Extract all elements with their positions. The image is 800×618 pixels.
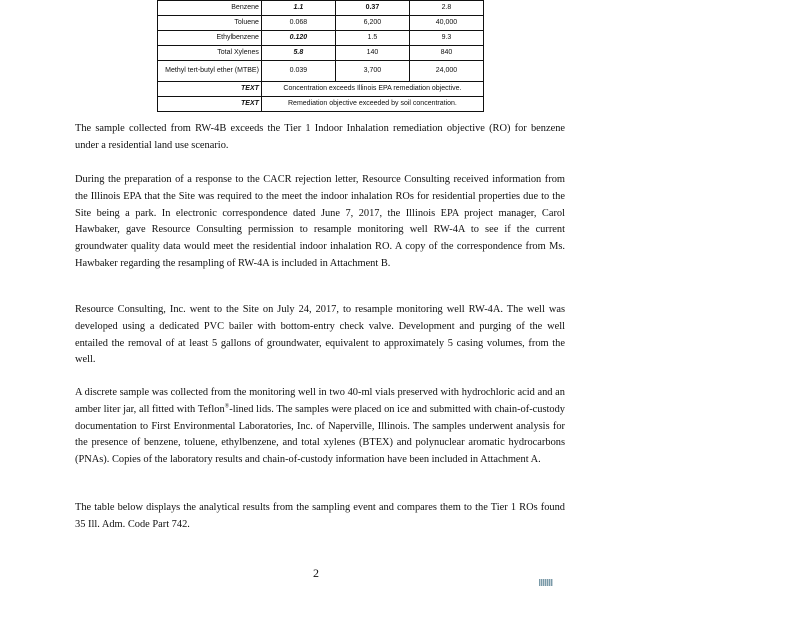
legend-row (158, 97, 484, 112)
paragraph-well-resample: Resource Consulting, Inc. went to the Site on July 24, 2017, to resample monitoring well RW-4A. The well was developed using a dedicated PVC bailer with bottom-entry check valve. Development and purging of the well entailed the removal of at least 5 gallons of groundwater, equivalent to approximately 5 casing volumes, from the well. (75, 304, 565, 366)
analytical-results-table (157, 0, 484, 112)
paragraph-text: A discrete sample was collected from the monitoring well in two 40-ml vials preserved with hydrochloric acid and an amber liter jar, all fitted with Teflon (75, 387, 565, 415)
table-row (158, 46, 484, 61)
ro-value: 9.3 (409, 31, 483, 46)
sample-value: 0.068 (261, 16, 335, 31)
sample-value: 1.1 (261, 1, 335, 16)
ro-value: 840 (409, 46, 483, 61)
legend-key: TEXT (158, 97, 262, 112)
legend-row (158, 82, 484, 97)
table-row (158, 1, 484, 16)
ro-value: 6,200 (335, 16, 409, 31)
legend-description: Remediation objective exceeded by soil concentration. (261, 97, 483, 112)
sample-value: 0.039 (261, 61, 335, 82)
page-number: 2 (313, 566, 319, 580)
ro-value: 24,000 (409, 61, 483, 82)
analyte-label: Total Xylenes (158, 46, 262, 61)
ro-value: 0.37 (335, 1, 409, 16)
paragraph-benzene-exceedance: The sample collected from RW-4B exceeds the Tier 1 Indoor Inhalation remediation objective (RO) for benzene under a residential land use scenario. (75, 123, 565, 151)
paragraph-sample-collection (75, 385, 565, 469)
ro-value: 3,700 (335, 61, 409, 82)
sample-value: 0.120 (261, 31, 335, 46)
registered-mark: ® (224, 403, 230, 410)
analyte-label: Ethylbenzene (158, 31, 262, 46)
analyte-label: Benzene (158, 1, 262, 16)
scan-mark-icon (539, 579, 553, 586)
table-row (158, 16, 484, 31)
table-row (158, 31, 484, 46)
paragraph-cacr-response: During the preparation of a response to the CACR rejection letter, Resource Consulting received information from the Illinois EPA that the Site was required to the meet the indoor inhalation ROs for residential properties due to the Site being a park. In electronic correspondence dated June 7, 2017, the Illinois EPA project manager, Carol Hawbaker, gave Resource Consulting permission to resample monitoring well RW-4A to see if the current groundwater quality data would meet the residential indoor inhalation RO. A copy of the correspondence from Ms. Hawbaker regarding the resampling of RW-4A is included in Attachment B. (75, 174, 565, 269)
ro-value: 2.8 (409, 1, 483, 16)
ro-value: 140 (335, 46, 409, 61)
paragraph-table-intro: The table below displays the analytical results from the sampling event and compares them to the Tier 1 ROs found 35 Ill. Adm. Code Part 742. (75, 502, 565, 530)
legend-key: TEXT (158, 82, 262, 97)
ro-value: 1.5 (335, 31, 409, 46)
sample-value: 5.8 (261, 46, 335, 61)
analyte-label: Methyl tert-butyl ether (MTBE) (158, 61, 262, 82)
paragraph-text: -lined lids. The samples were placed on ice and submitted with chain-of-custody documentation to First Environmental Laboratories, Inc. of Naperville, Illinois. The samples underwent analysis for the presence of benzene, toluene, ethylbenzene, and total xylenes (BTEX) and polynuclear aromatic hydrocarbons (PNAs). Copies of the laboratory results and chain-of-custody information have been included in Attachment A. (75, 403, 565, 466)
table-row (158, 61, 484, 82)
analyte-label: Toluene (158, 16, 262, 31)
legend-description: Concentration exceeds Illinois EPA remediation objective. (261, 82, 483, 97)
ro-value: 40,000 (409, 16, 483, 31)
